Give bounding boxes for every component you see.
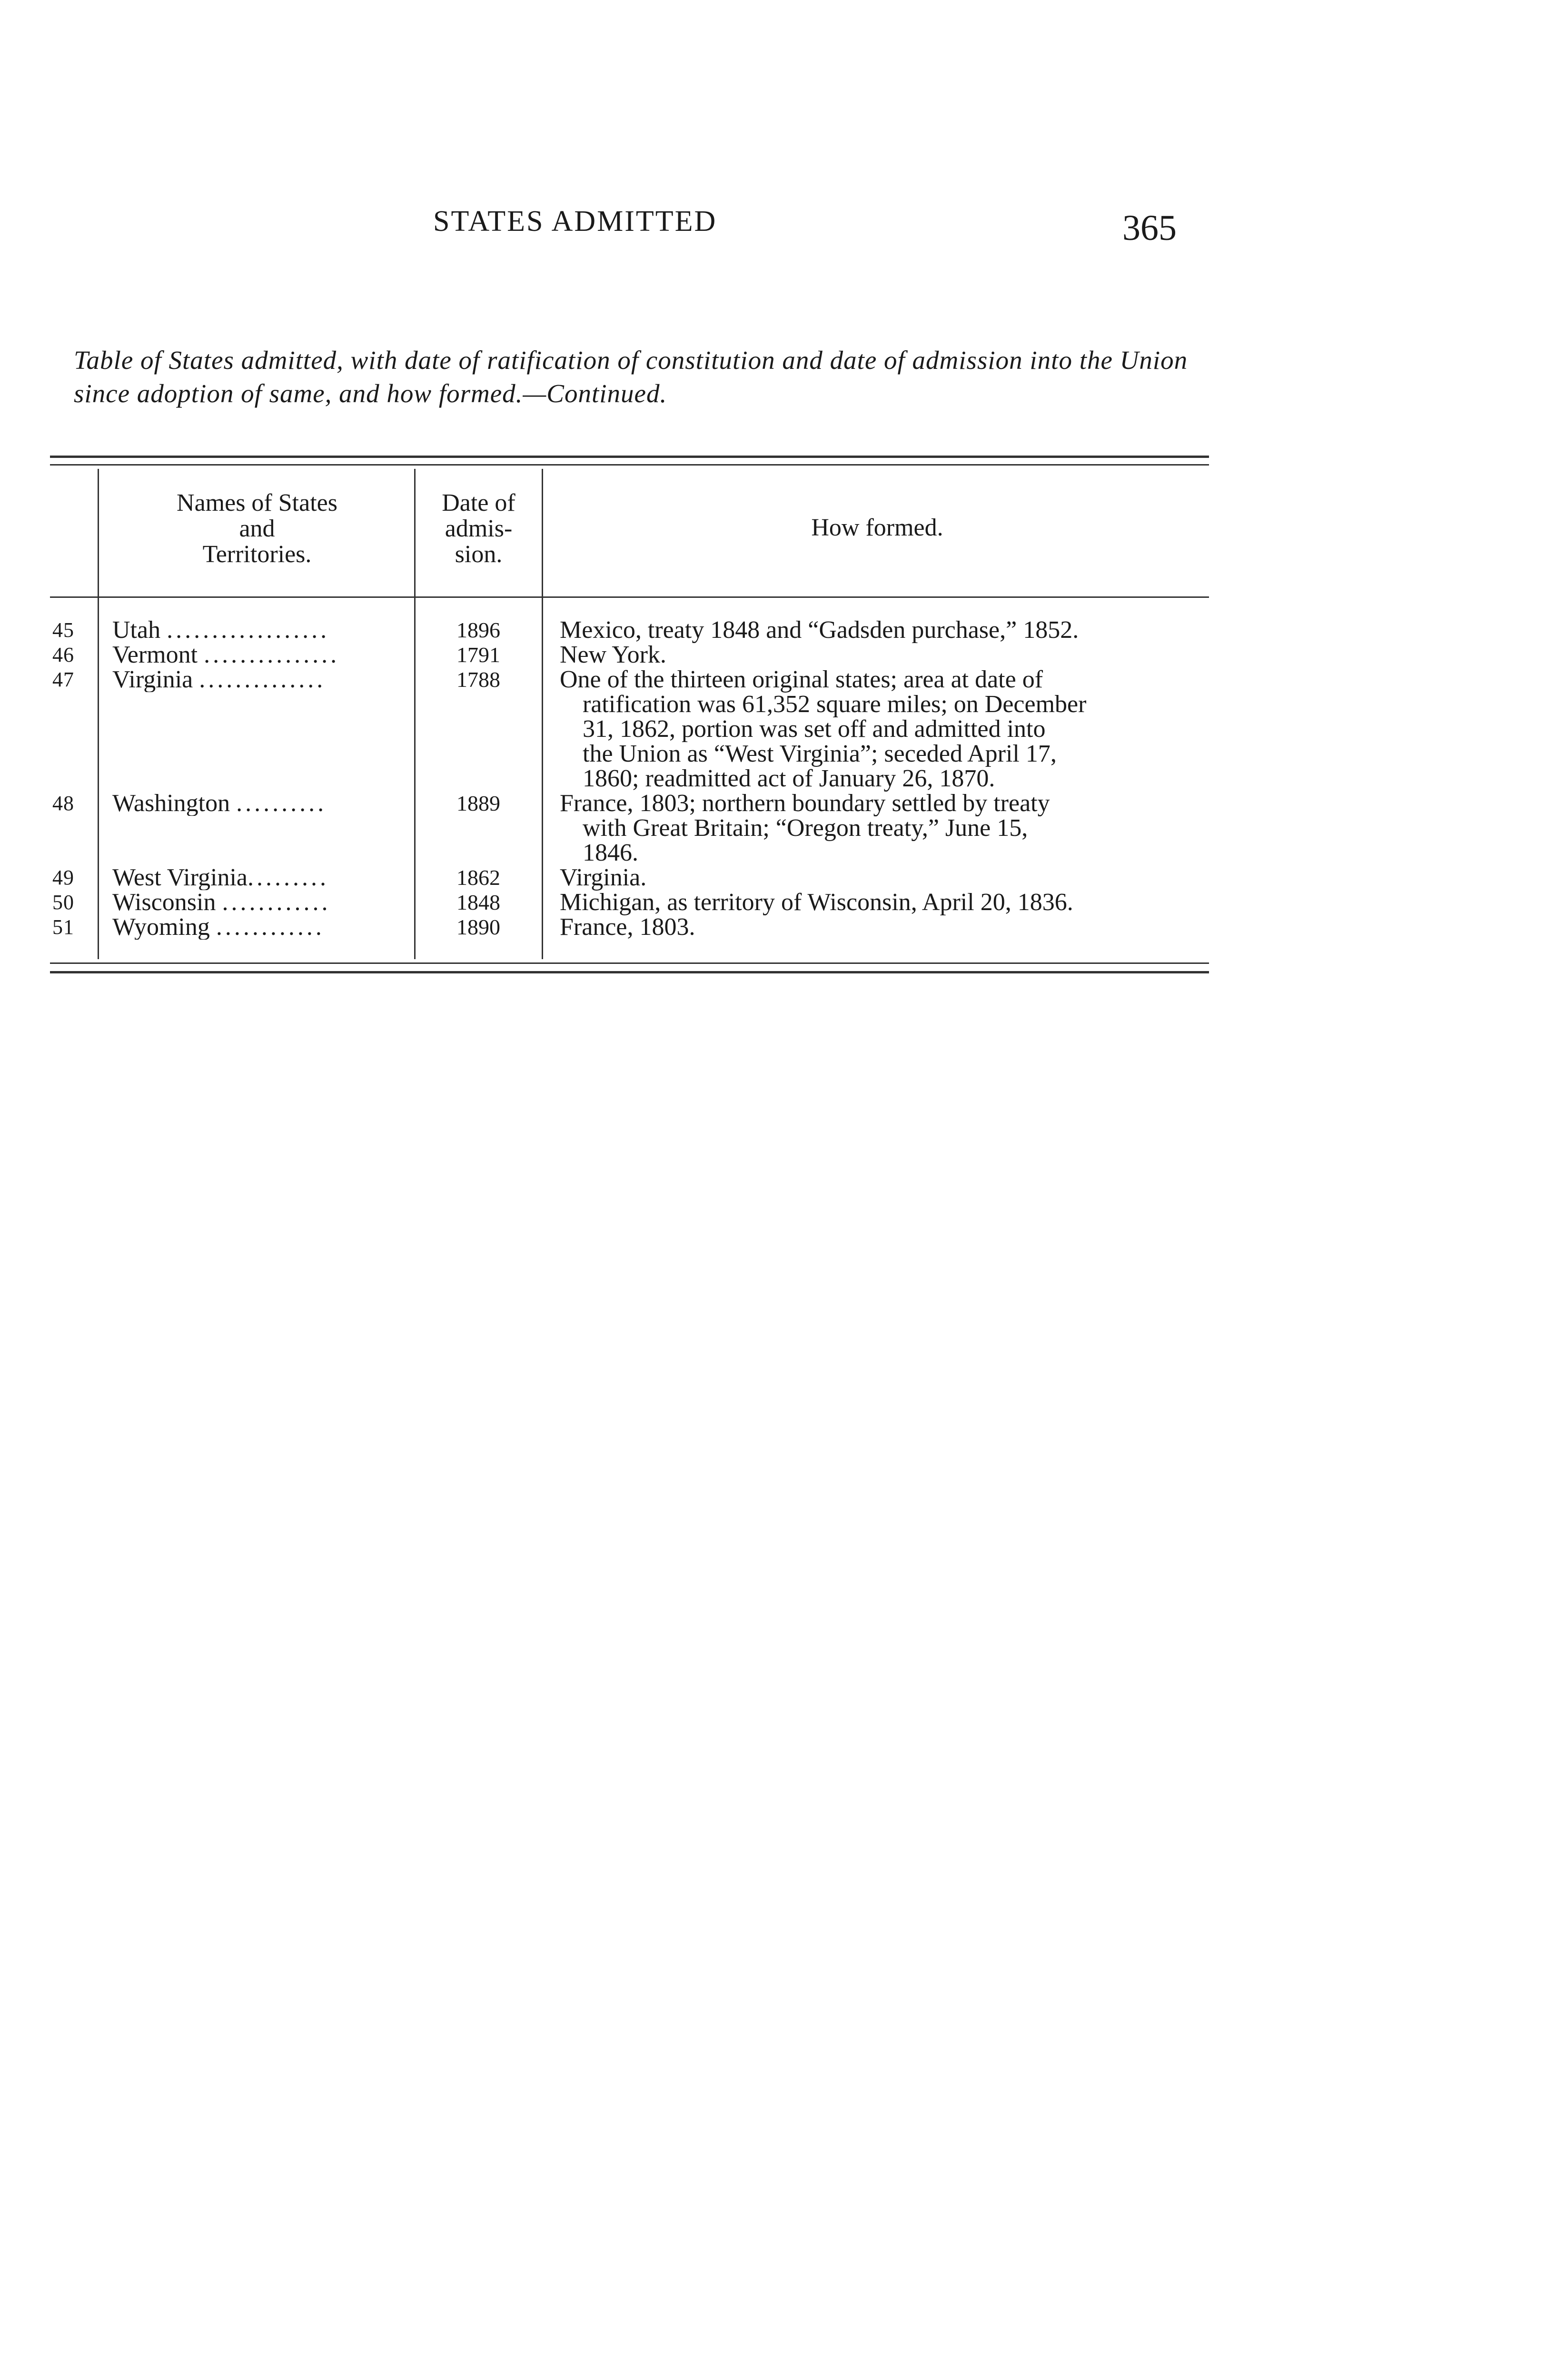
- admission-year: 1862: [456, 865, 500, 890]
- how-formed-line: New York.: [560, 641, 666, 668]
- how-formed-cell: [560, 643, 1212, 667]
- admission-year: 1889: [456, 791, 500, 815]
- row-number: 46: [52, 643, 74, 666]
- how-formed-line: 31, 1862, portion was set off and admitted into: [583, 715, 1046, 743]
- state-name: Utah: [112, 618, 161, 643]
- state-name: Wisconsin: [112, 890, 216, 915]
- state-name: Vermont: [112, 643, 198, 667]
- row-number: 50: [52, 891, 74, 914]
- column-header-names: [102, 490, 412, 567]
- leader-dots: ..............: [199, 667, 326, 692]
- row-number: 45: [52, 618, 74, 642]
- column-divider: [414, 469, 416, 959]
- admission-year: 1788: [456, 667, 500, 692]
- column-header-date: [418, 490, 539, 567]
- how-formed-line: France, 1803.: [560, 913, 695, 941]
- running-title: STATES ADMITTED: [433, 205, 717, 238]
- column-header-line: Date of: [442, 489, 515, 516]
- state-name-cell: [112, 618, 411, 643]
- leader-dots: ...............: [204, 643, 340, 667]
- state-name: West Virginia: [112, 865, 248, 890]
- column-divider: [98, 469, 99, 959]
- state-name-cell: [112, 890, 411, 915]
- state-name-cell: [112, 643, 411, 667]
- admission-year: 1791: [456, 643, 500, 667]
- how-formed-cell: [560, 618, 1212, 643]
- admission-year: 1896: [456, 618, 500, 642]
- state-name: Wyoming: [112, 915, 210, 940]
- state-name: Virginia: [112, 667, 193, 692]
- leader-dots: ............: [216, 915, 325, 940]
- how-formed-line: Mexico, treaty 1848 and “Gadsden purchase,” 1852.: [560, 616, 1079, 644]
- table-bottom-rule-thin: [50, 962, 1209, 964]
- state-name-cell: [112, 791, 411, 816]
- how-formed-cell: [560, 667, 1212, 791]
- how-formed-line: France, 1803; northern boundary settled by treaty: [560, 790, 1050, 817]
- column-header-line: sion.: [455, 541, 503, 568]
- state-name-cell: [112, 667, 411, 692]
- how-formed-cell: [560, 865, 1212, 890]
- how-formed-line: Michigan, as territory of Wisconsin, April 20, 1836.: [560, 889, 1073, 916]
- how-formed-cell: [560, 915, 1212, 940]
- table-caption: Table of States admitted, with date of ratification of constitution and date of admission into the Union since adoption of same, and how formed.—Continued.: [74, 346, 1188, 408]
- leader-dots: ..........: [236, 791, 327, 816]
- table-top-rule-thin: [50, 464, 1209, 466]
- row-number: 47: [52, 668, 74, 691]
- how-formed-cell: [560, 890, 1212, 915]
- header-separator-rule: [50, 596, 1209, 598]
- row-number: 51: [52, 915, 74, 939]
- table-top-rule: [50, 456, 1209, 458]
- leader-dots: ..................: [167, 618, 330, 643]
- admission-year: 1848: [456, 890, 500, 914]
- column-divider: [542, 469, 543, 959]
- how-formed-line: ratification was 61,352 square miles; on December: [583, 691, 1087, 718]
- leader-dots: ............: [222, 890, 331, 915]
- table-bottom-rule: [50, 971, 1209, 973]
- row-number: 48: [52, 792, 74, 815]
- column-header-line: admis-: [445, 515, 513, 542]
- state-name-cell: [112, 865, 411, 890]
- column-header-how: How formed.: [811, 514, 943, 541]
- state-name-cell: [112, 915, 411, 940]
- column-header-line: and: [239, 515, 275, 542]
- how-formed-cell: [560, 791, 1212, 865]
- how-formed-line: the Union as “West Virginia”; seceded April 17,: [583, 740, 1057, 767]
- how-formed-line: with Great Britain; “Oregon treaty,” June 15,: [583, 814, 1028, 842]
- how-formed-line: 1860; readmitted act of January 26, 1870.: [583, 765, 995, 792]
- row-number: 49: [52, 866, 74, 889]
- how-formed-line: 1846.: [583, 839, 638, 866]
- page-number: 365: [1122, 208, 1177, 248]
- how-formed-line: One of the thirteen original states; area at date of: [560, 666, 1043, 693]
- how-formed-line: Virginia.: [560, 864, 647, 891]
- leader-dots: .........: [247, 865, 329, 890]
- admission-year: 1890: [456, 915, 500, 939]
- state-name: Washington: [112, 791, 230, 816]
- column-header-line: Territories.: [202, 541, 312, 568]
- column-header-line: Names of States: [177, 489, 337, 516]
